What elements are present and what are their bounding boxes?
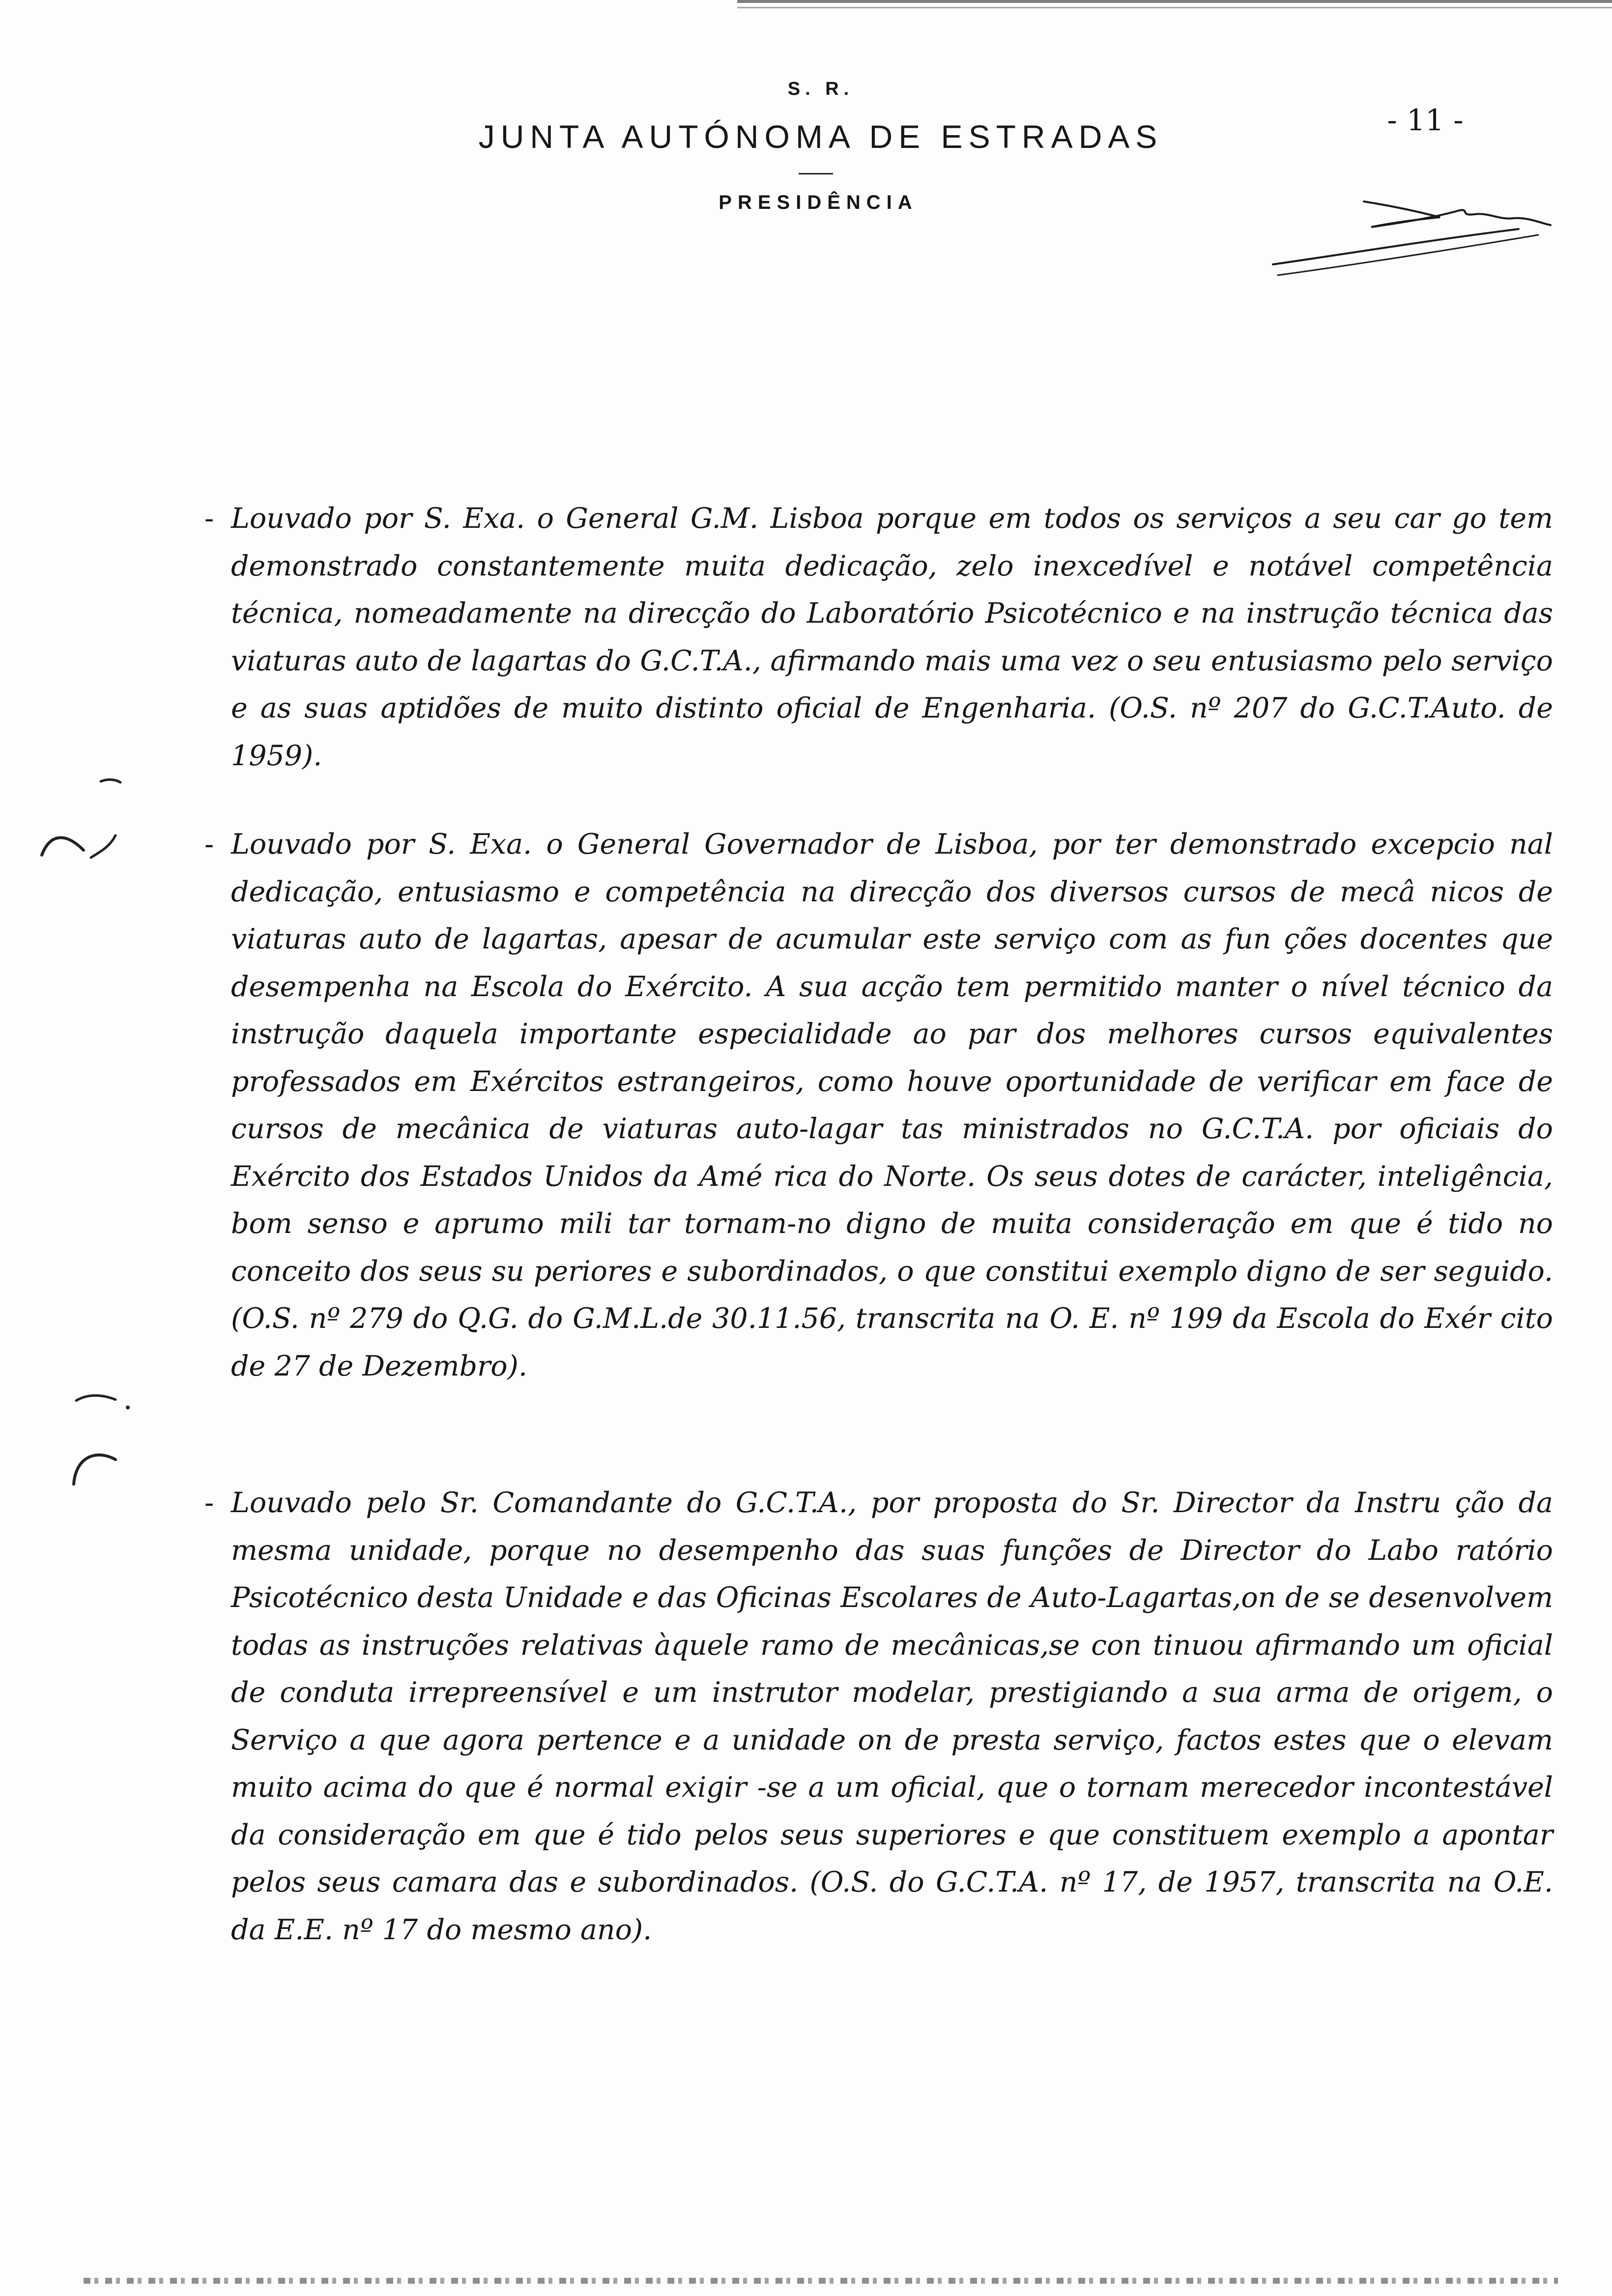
department-title: PRESIDÊNCIA <box>719 192 918 213</box>
scan-artifact-bottom <box>84 2278 1558 2284</box>
entry-text: Louvado pelo Sr. Comandante do G.C.T.A., por proposta do Sr. Director da Instru ção da mesma unidade, porque no desempenho das suas funções de Director do Labo ratório Psicotécnico desta Unidade e das Oficinas Escolares de Auto-Lagartas,on de se desenvolvem todas as instruções relativas àquele ramo de mecânicas,se con tinuou afirmando um oficial de conduta irrepreensível e um instrutor modelar, prestigiando a sua arma de origem, o Serviço a que agora pertence e a unidade on de presta serviço, factos estes que o elevam muito acima do que é normal exigir -se a um oficial, que o tornam merecedor incontestável da consideração em que é tido pelos seus superiores e que constituem exemplo a apontar pelos seus camara das e subordinados. (O.S. do G.C.T.A. nº 17, de 1957, transcrita na O.E. da E.E. nº 17 do mesmo ano). <box>231 1487 1553 1946</box>
organization-title: JUNTA AUTÓNOMA DE ESTRADAS <box>478 118 1163 155</box>
signature-mark <box>1263 182 1558 280</box>
entry-commendation-1 <box>204 495 1553 779</box>
entry-dash: - <box>204 828 214 861</box>
header-sr: S. R. <box>787 79 854 99</box>
scan-artifact-top <box>737 0 1612 13</box>
page-number: - 11 - <box>1387 103 1464 138</box>
entry-text: Louvado por S. Exa. o General G.M. Lisboa porque em todos os serviços a seu car go tem demonstrado constantemente muita dedicação, zelo inexcedível e notável competência técnica, nomeadamente na direcção do Laboratório Psicotécnico e na instrução técnica das viaturas auto de lagartas do G.C.T.A., afirmando mais uma vez o seu entusiasmo pelo serviço e as suas aptidões de muito distinto oficial de Engenharia. (O.S. nº 207 do G.C.T.Auto. de 1959). <box>231 502 1553 772</box>
entry-commendation-3 <box>204 1479 1553 1953</box>
margin-mark-3 <box>59 1435 133 1509</box>
entry-dash: - <box>204 1487 214 1519</box>
header-divider <box>799 173 833 174</box>
entry-dash: - <box>204 502 214 535</box>
entry-text: Louvado por S. Exa. o General Governador de Lisboa, por ter demonstrado excepcio nal dedicação, entusiasmo e competência na direcção dos diversos cursos de mecâ nicos de viaturas auto de lagartas, apesar de acumular este serviço com as fun ções docentes que desempenha na Escola do Exército. A sua acção tem permitido manter o nível técnico da instrução daquela importante especialidade ao par dos melhores cursos equivalentes professados em Exércitos estrangeiros, como houve oportunidade de verificar em face de cursos de mecânica de viaturas auto-lagar tas ministrados no G.C.T.A. por oficiais do Exército dos Estados Unidos da Amé rica do Norte. Os seus dotes de carácter, inteligência, bom senso e aprumo mili tar tornam-no digno de muita consideração em que é tido no conceito dos seus su periores e subordinados, o que constitui exemplo digno de ser seguido. (O.S. nº 279 do Q.G. do G.M.L.de 30.11.56, transcrita na O. E. nº 199 da Escola do Exér cito de 27 de Dezembro). <box>231 828 1553 1382</box>
entry-commendation-2 <box>204 821 1553 1390</box>
margin-mark-1 <box>29 772 128 870</box>
